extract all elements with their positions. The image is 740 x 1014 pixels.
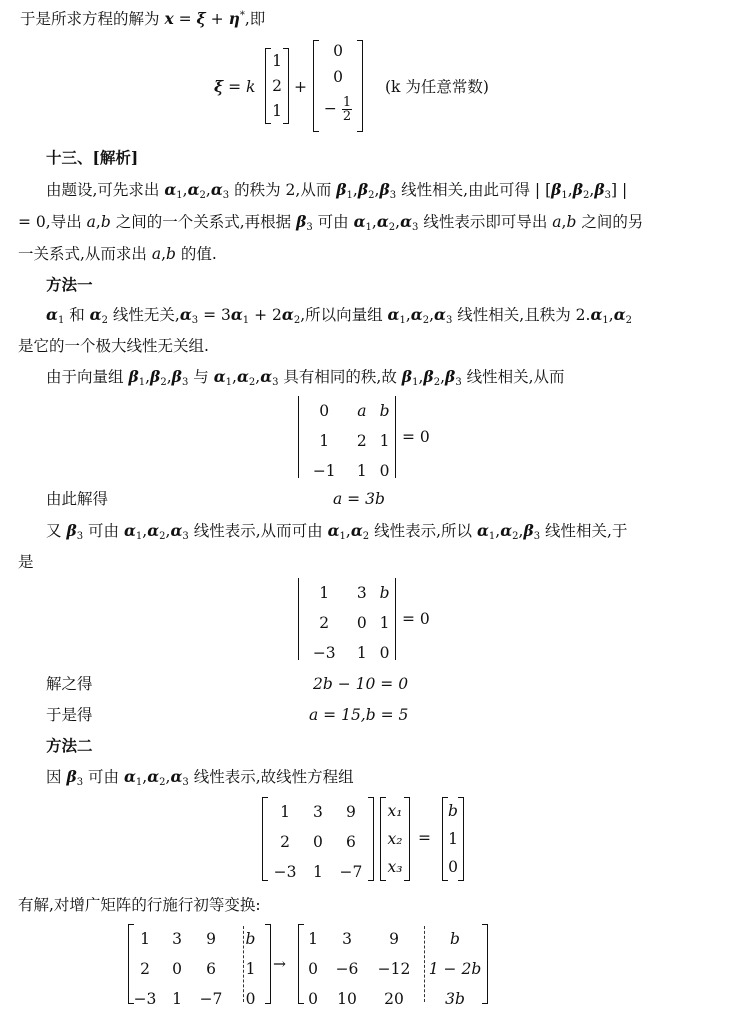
method-one-line-4: 又 $\beta_3$ 可由 $\alpha_1,\alpha_2,\alpha_3$ 线性表示,从而可由 $\alpha_1,\alpha_2$ 线性表示,所以 $\alpha_1,\alpha_2,\beta_3$ 线性相关,于 [46,521,628,542]
unknown-vector: x₁ x₂ x₃ [380,797,410,881]
intro-line-2: = 0,导出 a,b 之间的一个关系式,再根据 $\beta_3$ 可由 $\alpha_1,\alpha_2,\alpha_3$ 线性表示即可导出 a,b 之间的另 [18,212,644,233]
solve-1-result: a = 3b [333,490,385,508]
method-two-heading: 方法二 [46,736,93,755]
kernel-vector: 1 2 1 [265,48,289,124]
solution-line: 于是所求方程的解为 x = ξ + η*,即 [20,9,266,28]
transform-arrow: → [273,955,286,973]
arbitrary-constant-note: (k 为任意常数) [385,78,489,96]
plus-sign: + [294,78,307,96]
augmented-matrix-left: 1 3 9 b 2 0 6 1 −3 1 −7 0 [128,924,271,1004]
method-one-line-3: 由于向量组 $\beta_1,\beta_2,\beta_3$ 与 $\alpha_1,\alpha_2,\alpha_3$ 具有相同的秩,故 $\beta_1,\beta_2,\beta_3$ 线性相关,从而 [46,367,565,388]
solve-1-label: 由此解得 [46,490,109,508]
method-two-line-1: 因 $\beta_3$ 可由 $\alpha_1,\alpha_2,\alpha_3$ 线性表示,故线性方程组 [46,767,354,788]
section-heading: 十三、[解析] [46,148,139,167]
method-one-heading: 方法一 [46,275,93,294]
rhs-vector: b 1 0 [442,797,464,881]
solve-3-label: 于是得 [46,706,93,724]
determinant-1: 0 a b 1 2 1 −1 1 0 [298,396,396,478]
determinant-2: 1 3 b 2 0 1 −3 1 0 [298,578,396,660]
method-one-line-2: 是它的一个极大线性无关组. [18,337,209,355]
coefficient-matrix: 1 3 9 2 0 6 −3 1 −7 [262,797,374,881]
determinant-2-rhs: = 0 [402,610,430,628]
intro-line-3: 一关系式,从而求出 a,b 的值. [18,245,217,263]
particular-vector: 0 0 − $\frac{1}{2}$ [313,40,363,132]
method-one-line-5: 是 [18,553,34,571]
xi-equation-lhs: ξ = k [214,77,256,96]
solve-2-result: 2b − 10 = 0 [313,675,409,693]
augmented-intro: 有解,对增广矩阵的行施行初等变换: [18,896,261,914]
determinant-1-rhs: = 0 [402,428,430,446]
method-one-line-1: $\alpha_1$ 和 $\alpha_2$ 线性无关$,\alpha_3 = 3\alpha_1 + 2\alpha_2$,所以向量组 $\alpha_1,\alpha_2,\alpha_3$ 线性相关,且秩为 $2.\alpha_1,\alpha_2$ [46,305,632,326]
system-equals: = [418,829,431,847]
solve-3-result: a = 15,b = 5 [309,706,409,724]
intro-line-1: 由题设,可先求出 $\alpha_1,\alpha_2,\alpha_3$ 的秩为 2,从而 $\beta_1,\beta_2,\beta_3$ 线性相关,由此可得 | $[\beta_1,\beta_2,\beta_3]$ | [46,180,628,201]
solve-2-label: 解之得 [46,675,93,693]
augmented-matrix-right: 1 3 9 b 0 −6 −12 1 − 2b 0 10 20 3b [298,924,488,1004]
